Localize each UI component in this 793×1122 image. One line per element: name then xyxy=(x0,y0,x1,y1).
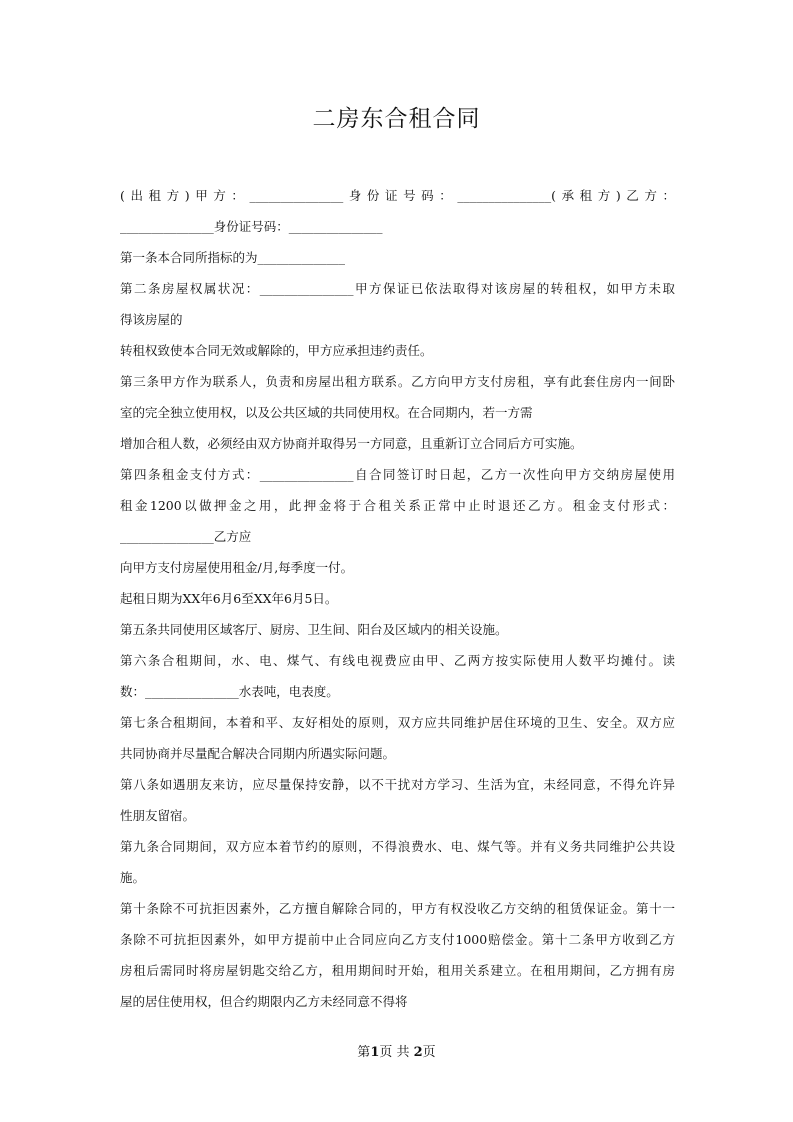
line-article-7-cont: 共同协商并尽量配合解决合同期内所遇实际问题。 xyxy=(120,746,396,761)
footer-suffix: 页 xyxy=(422,1045,436,1060)
line-start-date: 起租日期为XX年6月6至XX年6月5日。 xyxy=(120,591,338,606)
line-article-3-end: 增加合租人数，必须经由双方协商并取得另一方同意，且重新订立合同后方可实施。 xyxy=(120,436,583,451)
footer-prefix: 第 xyxy=(357,1045,371,1060)
line-article-9: 第九条合同期间，双方应本着节约的原则，不得浪费水、电、煤气等。并有义务共同维护公共设 xyxy=(120,839,675,854)
document-title: 二房东合租合同 xyxy=(312,106,481,132)
line-article-6-cont: 数：_______________水表吨，电表度。 xyxy=(120,684,339,699)
line-rent-payment: 向甲方支付房屋使用租金/月,每季度一付。 xyxy=(120,560,354,575)
document-body xyxy=(120,180,675,1017)
line-article-9-cont: 施。 xyxy=(120,870,146,885)
footer-mid: 页 共 xyxy=(379,1045,414,1060)
line-article-3-cont: 室的完全独立使用权，以及公共区域的共同使用权。在合同期内，若一方需 xyxy=(120,405,533,420)
line-article-2: 第二条房屋权属状况：_______________甲方保证已依法取得对该房屋的转租权，如甲方未取 xyxy=(120,281,675,296)
footer-page-number: 1 xyxy=(370,1045,380,1060)
line-article-1: 第一条本合同所指标的为______________ xyxy=(120,250,346,265)
line-article-7: 第七条合租期间，本着和平、友好相处的原则，双方应共同维护居住环境的卫生、安全。双方应 xyxy=(120,715,675,730)
page-footer xyxy=(0,1041,793,1060)
line-article-8: 第八条如遇朋友来访，应尽量保持安静，以不干扰对方学习、生活为宜，未经同意，不得允许异 xyxy=(120,777,675,792)
line-article-4-blank: _______________乙方应 xyxy=(120,529,252,544)
line-party-a: (出租方)甲方：_______________身份证号码：_______________(承租方)乙方： xyxy=(120,188,675,203)
line-article-2-cont: 得该房屋的 xyxy=(120,312,183,327)
line-article-10: 第十条除不可抗拒因素外，乙方擅自解除合同的，甲方有权没收乙方交纳的租赁保证金。第十一 xyxy=(120,901,675,916)
line-article-5: 第五条共同使用区域客厅、厨房、卫生间、阳台及区域内的相关设施。 xyxy=(120,622,508,637)
footer-total-pages: 2 xyxy=(413,1045,423,1060)
line-article-12: 房租后需同时将房屋钥匙交给乙方，租用期间时开始，租用关系建立。在租用期间，乙方拥有房 xyxy=(120,963,675,978)
line-article-4-cont: 租金1200以做押金之用，此押金将于合租关系正常中止时退还乙方。租金支付形式： xyxy=(120,498,675,513)
line-article-4: 第四条租金支付方式：_______________自合同签订时日起，乙方一次性向甲方交纳房屋使用 xyxy=(120,467,675,482)
line-article-6: 第六条合租期间，水、电、煤气、有线电视费应由甲、乙两方按实际使用人数平均摊付。读 xyxy=(120,653,675,668)
line-article-11: 条除不可抗拒因素外，如甲方提前中止合同应向乙方支付1000赔偿金。第十二条甲方收到乙方 xyxy=(120,932,675,947)
line-article-12-cont: 屋的居住使用权，但合约期限内乙方未经同意不得将 xyxy=(120,994,408,1009)
line-article-8-cont: 性朋友留宿。 xyxy=(120,808,196,823)
line-party-b-id: _______________身份证号码：_______________ xyxy=(120,219,383,234)
line-article-2-end: 转租权致使本合同无效或解除的，甲方应承担违约责任。 xyxy=(120,343,433,358)
line-article-3: 第三条甲方作为联系人，负责和房屋出租方联系。乙方向甲方支付房租，享有此套住房内一间卧 xyxy=(120,374,675,389)
